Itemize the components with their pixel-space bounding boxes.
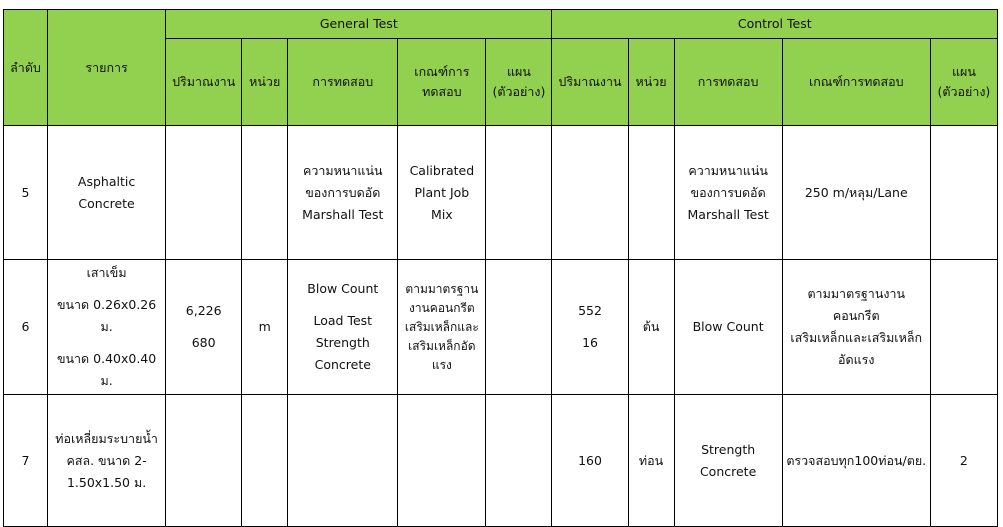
cell-general-plan [486,395,552,527]
cell-line: ความหนาแน่น [688,162,768,178]
cell-control-criteria: 250 m/หลุม/Lane [782,126,930,260]
cell-line: ของการบดอัด [305,184,381,200]
cell-line: 552 [578,303,602,318]
cell-line: ขนาด 0.40x0.40 ม. [56,351,157,388]
test-plan-table [3,9,998,527]
cell-control-criteria [782,260,930,395]
cell-general-quantity [166,395,242,527]
cell-control-unit: ต้น [628,260,674,395]
cell-general-quantity [166,260,242,395]
cell-line: ท่อเหลี่ยมระบายน้ำ [55,430,158,446]
cell-general-test [288,395,398,527]
header-control-criteria: เกณฑ์การทดสอบ [782,39,930,126]
cell-line: Marshall Test [302,206,384,222]
header-control-plan-line: แผน [951,64,976,79]
cell-line: คสล. ขนาด 2- [66,452,147,468]
cell-line: ของการบดอัด [690,184,766,200]
cell-general-unit [242,126,288,260]
table-row [4,395,998,527]
table-row [4,126,998,260]
header-control-test: Control Test [552,10,998,39]
header-general-criteria-line: ทดสอบ [422,84,462,99]
cell-line: Load Test [313,313,373,328]
cell-control-quantity [552,126,628,260]
header-general-unit: หน่วย [242,39,288,126]
cell-control-plan: 2 [930,395,997,527]
cell-spacer [51,338,162,348]
header-control-plan [930,39,997,126]
header-seq: ลำดับ [4,10,48,126]
cell-control-quantity: 160 [552,395,628,527]
cell-line: งานคอนกรีต [408,300,475,315]
cell-line: Calibrated [409,162,475,178]
cell-control-quantity [552,260,628,395]
cell-control-test: Blow Count [674,260,782,395]
cell-spacer [555,322,624,332]
cell-line: Concrete [78,195,135,211]
cell-line: Concrete [699,463,757,479]
cell-general-criteria [398,260,486,395]
cell-control-unit [628,126,674,260]
cell-line: อัดแรง [837,352,875,367]
header-general-plan-line: (ตัวอย่าง) [492,84,546,99]
cell-line: เสริมเหล็กอัด [408,338,476,353]
header-general-plan-line: แผน [506,64,531,79]
header-item: รายการ [48,10,166,126]
header-control-quantity: ปริมาณงาน [552,39,628,126]
cell-line: 1.50x1.50 ม. [66,474,147,490]
cell-line: Concrete [314,357,371,372]
cell-general-plan [486,260,552,395]
header-general-quantity: ปริมาณงาน [166,39,242,126]
cell-spacer [291,300,394,310]
cell-general-unit [242,395,288,527]
cell-line: 6,226 [185,303,222,318]
header-control-unit: หน่วย [628,39,674,126]
cell-line: เสาเข็ม [86,265,127,280]
cell-line: Strength [701,441,756,457]
cell-line: Asphaltic [77,173,136,189]
cell-control-unit: ท่อน [628,395,674,527]
cell-line: 16 [582,335,598,350]
cell-line: Blow Count [307,281,379,296]
header-general-plan [486,39,552,126]
cell-spacer [169,322,238,332]
header-general-criteria-line: เกณฑ์การ [414,64,470,79]
cell-line: Plant Job [414,184,470,200]
cell-general-criteria [398,126,486,260]
header-general-test: General Test [166,10,552,39]
cell-control-plan [930,126,997,260]
cell-seq: 7 [4,395,48,527]
cell-item [48,260,166,395]
cell-general-quantity [166,126,242,260]
cell-line: ขนาด 0.26x0.26 ม. [56,297,157,334]
cell-line: Marshall Test [687,206,769,222]
cell-line: Strength [315,335,370,350]
cell-control-plan [930,260,997,395]
header-control-plan-line: (ตัวอย่าง) [937,84,991,99]
cell-line: แรง [431,357,452,372]
table-row [4,260,998,395]
cell-general-plan [486,126,552,260]
cell-line: ความหนาแน่น [302,162,383,178]
cell-spacer [51,284,162,294]
cell-line: ตามมาตรฐานงานคอนกรีต [807,286,906,323]
cell-control-test [674,395,782,527]
cell-seq: 5 [4,126,48,260]
header-general-test-type: การทดสอบ [288,39,398,126]
cell-control-test [674,126,782,260]
cell-seq: 6 [4,260,48,395]
cell-item [48,395,166,527]
cell-line: เสริมเหล็กและ [404,319,479,334]
test-plan-table-wrapper [3,9,998,527]
cell-general-test [288,126,398,260]
cell-line: เสริมเหล็กและเสริมเหล็ก [790,330,923,345]
cell-general-unit: m [242,260,288,395]
cell-line: Mix [431,206,453,222]
header-row-groups [4,10,998,39]
header-general-criteria [398,39,486,126]
cell-general-test [288,260,398,395]
cell-item [48,126,166,260]
cell-line: ตามมาตรฐาน [405,281,479,296]
header-control-test-type: การทดสอบ [674,39,782,126]
cell-control-criteria: ตรวจสอบทุก100ท่อน/ตย. [782,395,930,527]
cell-line: 680 [191,335,216,350]
cell-general-criteria [398,395,486,527]
